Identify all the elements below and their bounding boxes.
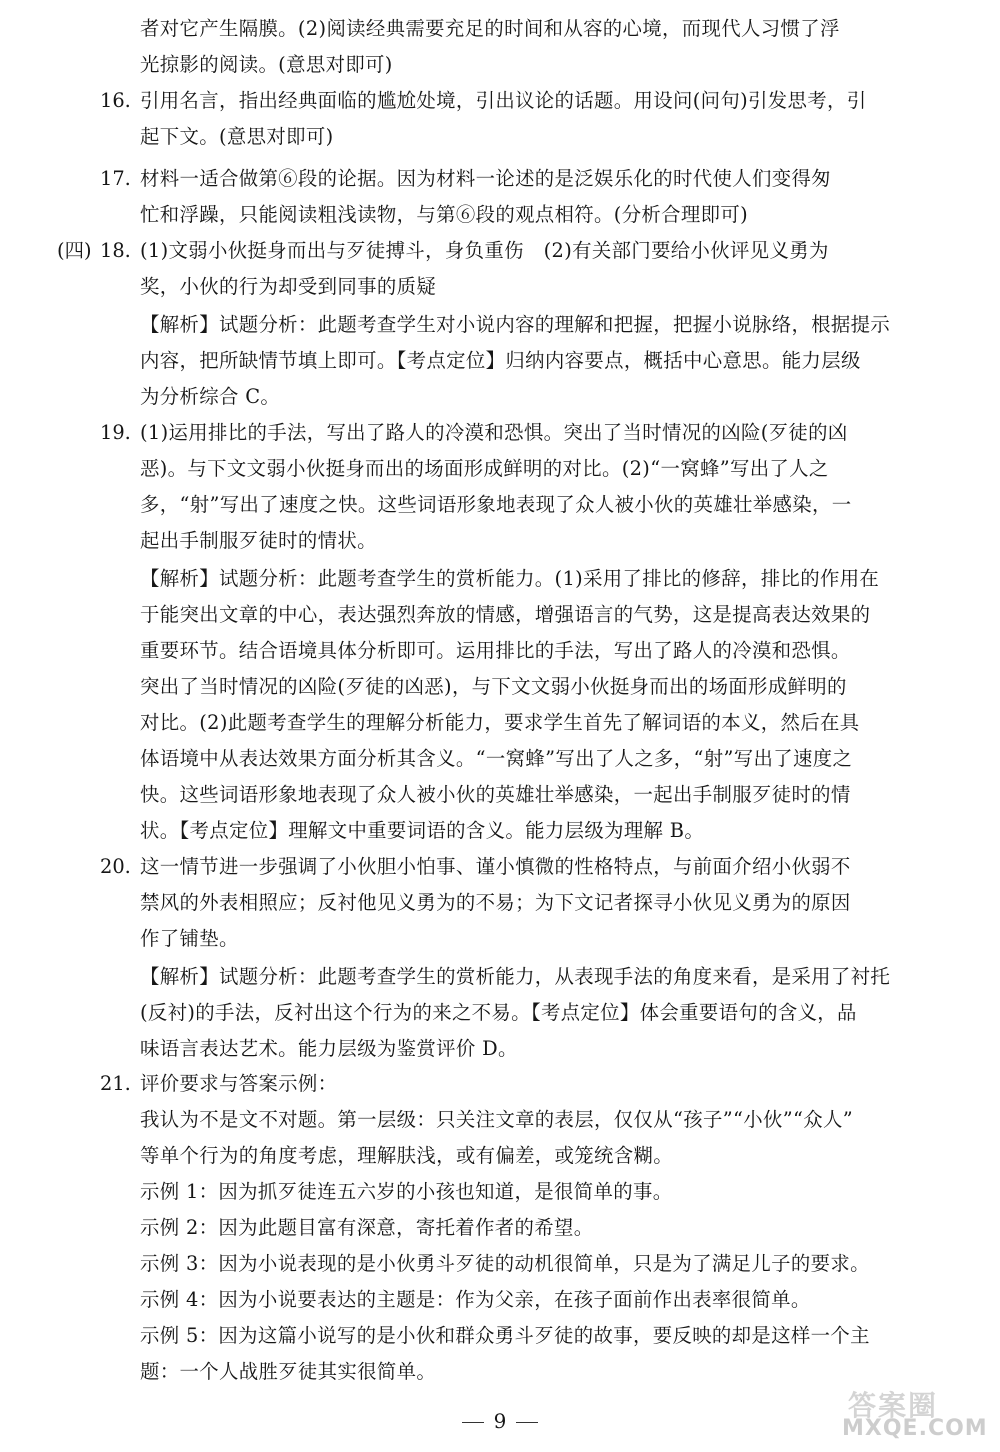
- watermark-logo-top: 答案圈: [848, 1389, 939, 1422]
- text-line: 【解析】试题分析：此题考查学生对小说内容的理解和把握，把握小说脉络，根据提示: [140, 313, 891, 336]
- text-line: 示例 2：因为此题目富有深意，寄托着作者的希望。: [140, 1216, 594, 1239]
- question-number-19: 19.: [100, 421, 131, 444]
- question-number-17: 17.: [100, 167, 131, 190]
- text-line: 光掠影的阅读。(意思对即可): [140, 53, 393, 76]
- text-line: (1)运用排比的手法，写出了路人的冷漠和恐惧。突出了当时情况的凶险(歹徒的凶: [140, 421, 848, 444]
- text-line: 示例 5：因为这篇小说写的是小伙和群众勇斗歹徒的故事，要反映的却是这样一个主: [140, 1324, 870, 1347]
- text-line: 者对它产生隔膜。(2)阅读经典需要充足的时间和从容的心境，而现代人习惯了浮: [140, 17, 840, 40]
- text-line: 这一情节进一步强调了小伙胆小怕事、谨小慎微的性格特点，与前面介绍小伙弱不: [140, 855, 851, 878]
- text-line: 多，“射”写出了速度之快。这些词语形象地表现了众人被小伙的英雄壮举感染，一: [140, 493, 852, 516]
- text-line: 内容，把所缺情节填上即可。【考点定位】归纳内容要点，概括中心意思。能力层级: [140, 349, 861, 372]
- watermark-logo-bottom: MXQE.COM: [842, 1416, 988, 1441]
- text-line: 【解析】试题分析：此题考查学生的赏析能力，从表现手法的角度来看，是采用了衬托: [140, 965, 891, 988]
- text-line: (反衬)的手法，反衬出这个行为的来之不易。【考点定位】体会重要语句的含义，品: [140, 1001, 857, 1024]
- question-number-16: 16.: [100, 89, 131, 112]
- text-line: 题：一个人战胜歹徒其实很简单。: [140, 1360, 437, 1383]
- text-line: 突出了当时情况的凶险(歹徒的凶恶)，与下文文弱小伙挺身而出的场面形成鲜明的: [140, 675, 847, 698]
- question-number-20: 20.: [100, 855, 131, 878]
- text-line: (1)文弱小伙挺身而出与歹徒搏斗，身负重伤 (2)有关部门要给小伙评见义勇为: [140, 239, 829, 262]
- text-line: 体语境中从表达效果方面分析其含义。“一窝蜂”写出了人之多，“射”写出了速度之: [140, 747, 853, 770]
- text-line: 重要环节。结合语境具体分析即可。运用排比的手法，写出了路人的冷漠和恐惧。: [140, 639, 851, 662]
- text-line: 作了铺垫。: [140, 927, 239, 950]
- text-line: 起出手制服歹徒时的情状。: [140, 529, 377, 552]
- text-line: 禁风的外表相照应；反衬他见义勇为的不易；为下文记者探寻小伙见义勇为的原因: [140, 891, 851, 914]
- watermark-logo: [838, 1386, 988, 1446]
- text-line: 【解析】试题分析：此题考查学生的赏析能力。(1)采用了排比的修辞，排比的作用在: [140, 567, 880, 590]
- text-line: 我认为不是文不对题。第一层级：只关注文章的表层，仅仅从“孩子”“小伙”“众人”: [140, 1108, 854, 1131]
- text-line: 材料一适合做第⑥段的论据。因为材料一论述的是泛娱乐化的时代使人们变得匆: [140, 167, 831, 190]
- text-line: 等单个行为的角度考虑，理解肤浅，或有偏差，或笼统含糊。: [140, 1144, 673, 1167]
- text-line: 快。这些词语形象地表现了众人被小伙的英雄壮举感染，一起出手制服歹徒时的情: [140, 783, 851, 806]
- text-line: 味语言表达艺术。能力层级为鉴赏评价 D。: [140, 1037, 518, 1060]
- text-line: 起下文。(意思对即可): [140, 125, 334, 148]
- text-line: 评价要求与答案示例：: [140, 1072, 338, 1095]
- text-line: 为分析综合 C。: [140, 385, 281, 408]
- question-number-21: 21.: [100, 1072, 131, 1095]
- text-line: 对比。(2)此题考查学生的理解分析能力，要求学生首先了解词语的本义，然后在具: [140, 711, 860, 734]
- text-line: 奖，小伙的行为却受到同事的质疑: [140, 275, 437, 298]
- text-line: 示例 4：因为小说要表达的主题是：作为父亲，在孩子面前作出表率很简单。: [140, 1288, 811, 1311]
- text-line: 于能突出文章的中心，表达强烈奔放的情感，增强语言的气势，这是提高表达效果的: [140, 603, 871, 626]
- text-line: 状。【考点定位】理解文中重要词语的含义。能力层级为理解 B。: [140, 819, 705, 842]
- text-line: 引用名言，指出经典面临的尴尬处境，引出议论的话题。用设问(问句)引发思考，引: [140, 89, 867, 112]
- text-line: 忙和浮躁，只能阅读粗浅读物，与第⑥段的观点相符。(分析合理即可): [140, 203, 749, 226]
- folio-dash-right: [516, 1422, 538, 1423]
- page-number-value: 9: [493, 1409, 507, 1433]
- section-label-4: (四): [57, 239, 92, 262]
- folio-dash-left: [462, 1422, 484, 1423]
- text-line: 示例 1：因为抓歹徒连五六岁的小孩也知道，是很简单的事。: [140, 1180, 673, 1203]
- question-number-18: 18.: [100, 239, 131, 262]
- text-line: 示例 3：因为小说表现的是小伙勇斗歹徒的动机很简单，只是为了满足儿子的要求。: [140, 1252, 870, 1275]
- text-line: 恶)。与下文文弱小伙挺身而出的场面形成鲜明的对比。(2)“一窝蜂”写出了人之: [140, 457, 829, 480]
